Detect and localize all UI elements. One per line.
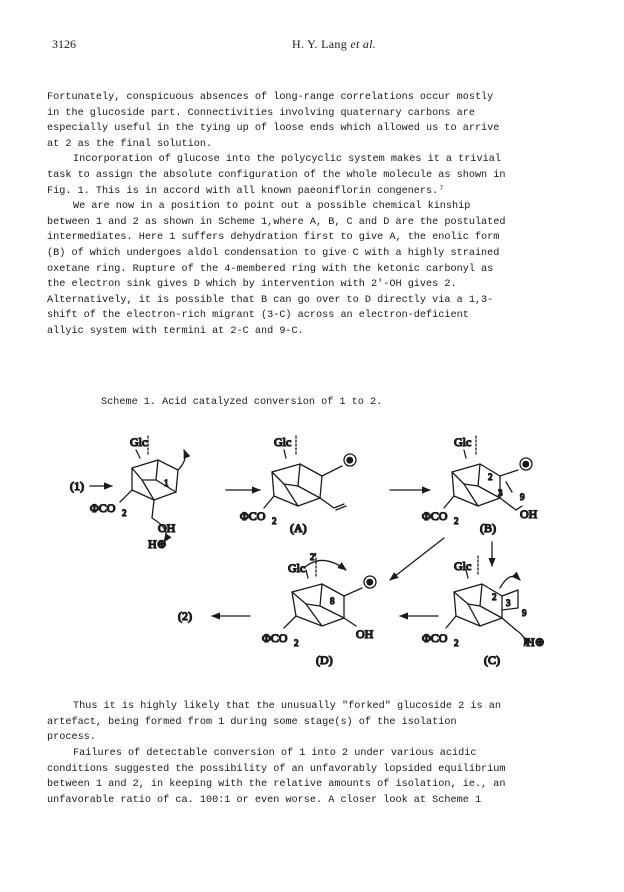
reaction-scheme xyxy=(60,420,600,680)
plus-label-B: ⊕ xyxy=(522,459,530,469)
pos-9-label-C: 9 xyxy=(522,608,527,618)
compound-1-label: (1) xyxy=(70,479,84,493)
text-line: at 2 as the final solution. xyxy=(47,138,213,150)
oh-label-D: OH xyxy=(356,627,374,641)
compound-B-label: (B) xyxy=(480,521,496,535)
oh-label-1: OH xyxy=(158,521,176,535)
text-line: conditions suggested the possibility of an unfavorably lopsided equilibrium xyxy=(47,763,506,775)
text-line: Fig. 1. This is in accord with all known paeoniflorin congeners.⁷ xyxy=(47,185,445,197)
glc-label-C: Glc xyxy=(454,559,472,573)
structure-compound-1 xyxy=(120,436,185,542)
text-line: oxetane ring. Rupture of the 4-membered ring with the ketonic carbonyl as xyxy=(47,263,494,275)
plus-label-D: ⊕ xyxy=(366,577,374,587)
running-title xyxy=(292,37,376,52)
compound-C-label: (C) xyxy=(484,653,500,667)
pos-1-label: 1 xyxy=(164,478,169,488)
benzoate-sub-D: 2 xyxy=(294,638,299,648)
bond-benzoate xyxy=(120,490,132,502)
benzoate-label-1: ΦCO xyxy=(90,501,116,515)
running-header xyxy=(52,37,584,53)
pos-2-label-B: 2 xyxy=(488,472,493,482)
author-name: H. Y. Lang xyxy=(292,37,347,51)
paragraph-3 xyxy=(47,199,584,339)
benzoate-label-A: ΦCO xyxy=(240,509,266,523)
benzoate-label-C: ΦCO xyxy=(422,631,448,645)
text-line: unfavorable ratio of ca. 100:1 or even worse. A closer look at Scheme 1 xyxy=(47,794,482,806)
text-line: between 1 and 2, in keeping with the relative amounts of isolation, ie., an xyxy=(47,779,506,791)
glc-label-1: Glc xyxy=(130,435,148,449)
h-plus-label-C: H⊕ xyxy=(526,635,545,649)
text-line: the electron sink gives D which by intervention with 2'-OH gives 2. xyxy=(47,279,457,291)
text-line: especially useful in the tying up of loose ends which allowed us to arrive xyxy=(47,123,500,135)
compound-A-label: (A) xyxy=(290,521,307,535)
glc-label-A: Glc xyxy=(274,435,292,449)
text-line: We are now in a position to point out a possible chemical kinship xyxy=(73,201,471,213)
text-line: Incorporation of glucose into the polycyclic system makes it a trivial xyxy=(73,154,501,166)
benzoate-label-B: ΦCO xyxy=(422,509,448,523)
benzoate-label-D: ΦCO xyxy=(262,631,288,645)
pos-8-label-D: 8 xyxy=(330,596,335,606)
pos-2prime-label-D: 2' xyxy=(310,552,317,562)
text-line: between 1 and 2 as shown in Scheme 1,where A, B, C and D are the postulated xyxy=(47,216,506,228)
pos-9-label-B: 9 xyxy=(520,492,525,502)
benzoate-sub-B: 2 xyxy=(454,516,459,526)
text-line: Failures of detectable conversion of 1 into 2 under various acidic xyxy=(73,748,477,759)
benzoate-sub-C: 2 xyxy=(454,638,459,648)
text-line: intermediates. Here 1 suffers dehydration first to give A, the enolic form xyxy=(47,232,500,244)
text-line: Thus it is highly likely that the unusually "forked" glucoside 2 is an xyxy=(73,701,501,712)
text-line: process. xyxy=(47,732,96,744)
compound-D-label: (D) xyxy=(316,653,333,667)
page-number: 3126 xyxy=(52,37,76,51)
text-line: task to assign the absolute configuration of the whole molecule as shown in xyxy=(47,169,506,181)
text-line: shift of the electron-rich migrant (3-C) across an electron-deficient xyxy=(47,310,469,322)
benzoate-sub-A: 2 xyxy=(272,516,277,526)
glc-label-D: Glc xyxy=(288,561,306,575)
text-line: Fortunately, conspicuous absences of long-range correlations occur mostly xyxy=(47,92,494,103)
paragraph-1 xyxy=(47,90,584,152)
pos-2-label-C: 2 xyxy=(492,592,497,602)
oh-label-B: OH xyxy=(520,507,538,521)
glc-label-B: Glc xyxy=(454,435,472,449)
text-line: Alternatively, it is possible that B can go over to D directly via a 1,3- xyxy=(47,294,494,306)
benzoate-sub-1: 2 xyxy=(122,508,127,518)
arrow-B-to-D xyxy=(390,538,444,580)
scheme-diagram xyxy=(60,420,600,680)
text-line: artefact, being formed from 1 during some stage(s) of the isolation xyxy=(47,716,457,728)
pos-3-label-C: 3 xyxy=(506,598,511,608)
pos-3-label-B: 3 xyxy=(498,488,503,498)
text-line: allyic system with termini at 2-C and 9-C. xyxy=(47,325,304,337)
plus-label-A: ⊕ xyxy=(346,455,354,465)
paragraph-5 xyxy=(47,746,584,808)
paragraph-4 xyxy=(47,699,584,746)
scheme-caption: Scheme 1. Acid catalyzed conversion of 1 to 2. xyxy=(101,397,383,408)
compound-2-label: (2) xyxy=(178,609,192,623)
text-line: in the glucoside part. Connectivities involving quaternary carbons are xyxy=(47,107,475,119)
paragraph-2 xyxy=(47,152,584,199)
h-plus-label-1: H⊕ xyxy=(148,537,167,551)
text-line: (B) of which undergoes aldol condensation to give C with a highly strained xyxy=(47,247,500,259)
et-al: et al. xyxy=(350,37,377,51)
